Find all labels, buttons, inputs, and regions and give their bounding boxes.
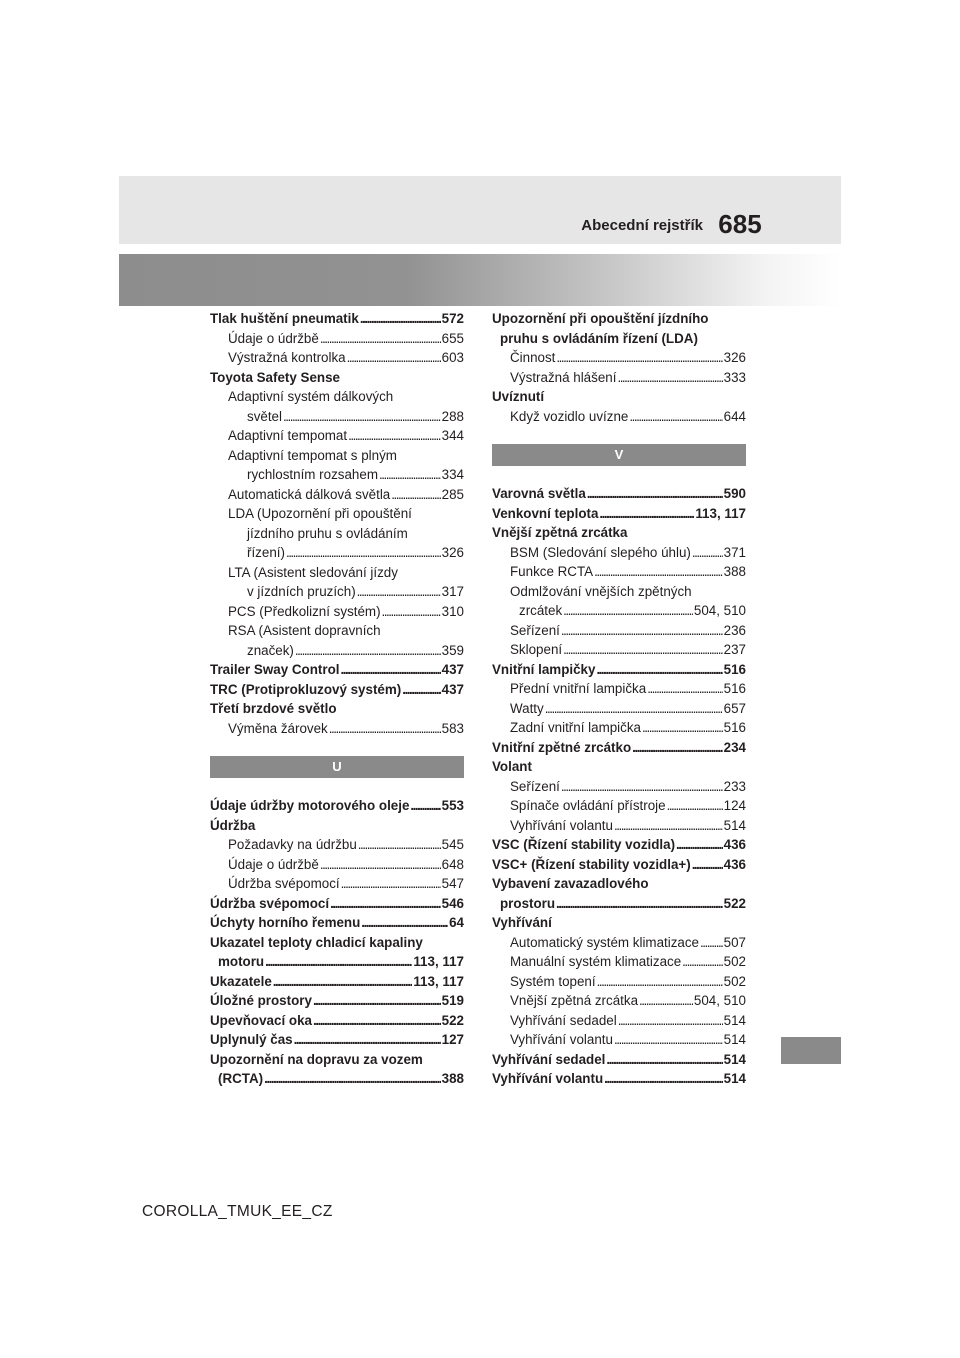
index-entry: Upozornění na dopravu za vozem xyxy=(210,1051,423,1067)
index-subentry: Když vozidlo uvízne . . . 644 xyxy=(492,407,746,427)
index-subentry-cont: řízení) . . . 326 xyxy=(210,543,464,563)
index-subentry-cont: zrcátek . . . 504, 510 xyxy=(492,601,746,621)
index-subentry: Automatický systém klimatizace . . . 507 xyxy=(492,933,746,953)
index-entry: Ukazatel teploty chladicí kapaliny xyxy=(210,934,423,950)
index-entry: Údržba svépomocí . . . 546 xyxy=(210,894,464,914)
index-entry: Venkovní teplota . . . 113, 117 xyxy=(492,504,746,524)
letter-heading-v: V xyxy=(492,444,746,466)
index-subentry: Seřízení . . . 236 xyxy=(492,621,746,641)
index-subentry: Vyhřívání volantu . . . 514 xyxy=(492,1030,746,1050)
index-subentry: Watty . . . 657 xyxy=(492,699,746,719)
section-title: Abecední rejstřík xyxy=(581,217,703,234)
index-column-left xyxy=(210,309,464,1089)
index-entry: Vyhřívání volantu . . . 514 xyxy=(492,1069,746,1089)
document-code: COROLLA_TMUK_EE_CZ xyxy=(142,1203,333,1220)
index-subentry: Údaje o údržbě . . . 648 xyxy=(210,855,464,875)
index-subentry-cont: jízdního pruhu s ovládáním xyxy=(247,525,408,541)
index-subentry: Systém topení . . . 502 xyxy=(492,972,746,992)
index-subentry: Odmlžování vnějších zpětných xyxy=(510,583,692,599)
index-entry: Údržba xyxy=(210,817,256,833)
index-subentry: Automatická dálková světla . . . 285 xyxy=(210,485,464,505)
index-subentry-cont: v jízdních pruzích) . . . 317 xyxy=(210,582,464,602)
index-entry: Vyhřívání xyxy=(492,915,552,930)
index-subentry: Údržba svépomocí . . . 547 xyxy=(210,874,464,894)
index-subentry: Vyhřívání volantu . . . 514 xyxy=(492,816,746,836)
index-entry: TRC (Protiprokluzový systém) . . . 437 xyxy=(210,680,464,700)
index-subentry: PCS (Předkolizní systém) . . . 310 xyxy=(210,602,464,622)
index-subentry: Přední vnitřní lampička . . . 516 xyxy=(492,679,746,699)
index-entry: Toyota Safety Sense xyxy=(210,369,340,385)
index-subentry: Výstražná kontrolka . . . 603 xyxy=(210,348,464,368)
index-entry: Vyhřívání sedadel . . . 514 xyxy=(492,1050,746,1070)
thumb-index-tab xyxy=(781,1037,841,1064)
index-subentry: BSM (Sledování slepého úhlu) . . . 371 xyxy=(492,543,746,563)
index-column-right xyxy=(492,309,746,1089)
index-subentry-cont: světel . . . 288 xyxy=(210,407,464,427)
index-entry: Vybavení zavazadlového xyxy=(492,876,649,891)
index-entry: Varovná světla . . . 590 xyxy=(492,484,746,504)
page-number: 685 xyxy=(718,209,762,239)
index-entry: Uvíznutí xyxy=(492,389,545,404)
index-entry: VSC+ (Řízení stability vozidla+) . . . 436 xyxy=(492,855,746,875)
index-subentry: RSA (Asistent dopravních xyxy=(228,623,381,638)
index-subentry: LDA (Upozornění při opouštění xyxy=(228,506,412,521)
index-subentry: Požadavky na údržbu . . . 545 xyxy=(210,835,464,855)
index-entry: Upevňovací oka . . . 522 xyxy=(210,1011,464,1031)
index-subentry: Výměna žárovek . . . 583 xyxy=(210,719,464,739)
index-subentry: Manuální systém klimatizace . . . 502 xyxy=(492,952,746,972)
index-subentry: Údaje o údržbě . . . 655 xyxy=(210,329,464,349)
index-entry: Vnitřní lampičky . . . 516 xyxy=(492,660,746,680)
index-subentry: Adaptivní tempomat . . . 344 xyxy=(210,426,464,446)
index-entry: Uplynulý čas . . . 127 xyxy=(210,1030,464,1050)
index-entry-cont: motoru . . . 113, 117 xyxy=(210,952,464,972)
index-entry: Tlak huštění pneumatik . . . 572 xyxy=(210,309,464,329)
index-entry-cont: (RCTA) . . . 388 xyxy=(210,1069,464,1089)
index-subentry: Zadní vnitřní lampička . . . 516 xyxy=(492,718,746,738)
index-subentry-cont: rychlostním rozsahem . . . 334 xyxy=(210,465,464,485)
index-subentry: Seřízení . . . 233 xyxy=(492,777,746,797)
index-entry-cont: prostoru . . . 522 xyxy=(492,894,746,914)
index-entry: Údaje údržby motorového oleje . . . 553 xyxy=(210,796,464,816)
index-entry: Vnitřní zpětné zrcátko . . . 234 xyxy=(492,738,746,758)
index-subentry: Výstražná hlášení . . . 333 xyxy=(492,368,746,388)
index-entry: Úchyty horního řemenu . . . 64 xyxy=(210,913,464,933)
index-entry: Úložné prostory . . . 519 xyxy=(210,991,464,1011)
index-subentry: Adaptivní systém dálkových xyxy=(228,389,394,404)
index-entry: Vnější zpětná zrcátka xyxy=(492,525,628,540)
index-entry-cont: pruhu s ovládáním řízení (LDA) xyxy=(500,330,698,346)
index-entry: VSC (Řízení stability vozidla) . . . 436 xyxy=(492,835,746,855)
index-subentry: Spínače ovládání přístroje . . . 124 xyxy=(492,796,746,816)
index-subentry-cont: značek) . . . 359 xyxy=(210,641,464,661)
index-subentry: Sklopení . . . 237 xyxy=(492,640,746,660)
index-subentry: Adaptivní tempomat s plným xyxy=(228,447,397,463)
index-entry: Ukazatele . . . 113, 117 xyxy=(210,972,464,992)
index-entry: Trailer Sway Control . . . 437 xyxy=(210,660,464,680)
header-gradient-bar xyxy=(119,254,841,306)
letter-heading-u: U xyxy=(210,756,464,778)
index-entry: Upozornění při opouštění jízdního xyxy=(492,311,709,326)
index-subentry: LTA (Asistent sledování jízdy xyxy=(228,564,398,580)
index-entry: Volant xyxy=(492,759,532,774)
index-subentry: Činnost . . . 326 xyxy=(492,348,746,368)
index-subentry: Vyhřívání sedadel . . . 514 xyxy=(492,1011,746,1031)
index-subentry: Vnější zpětná zrcátka . . . 504, 510 xyxy=(492,991,746,1011)
index-subentry: Funkce RCTA . . . 388 xyxy=(492,562,746,582)
index-entry: Třetí brzdové světlo xyxy=(210,701,337,716)
